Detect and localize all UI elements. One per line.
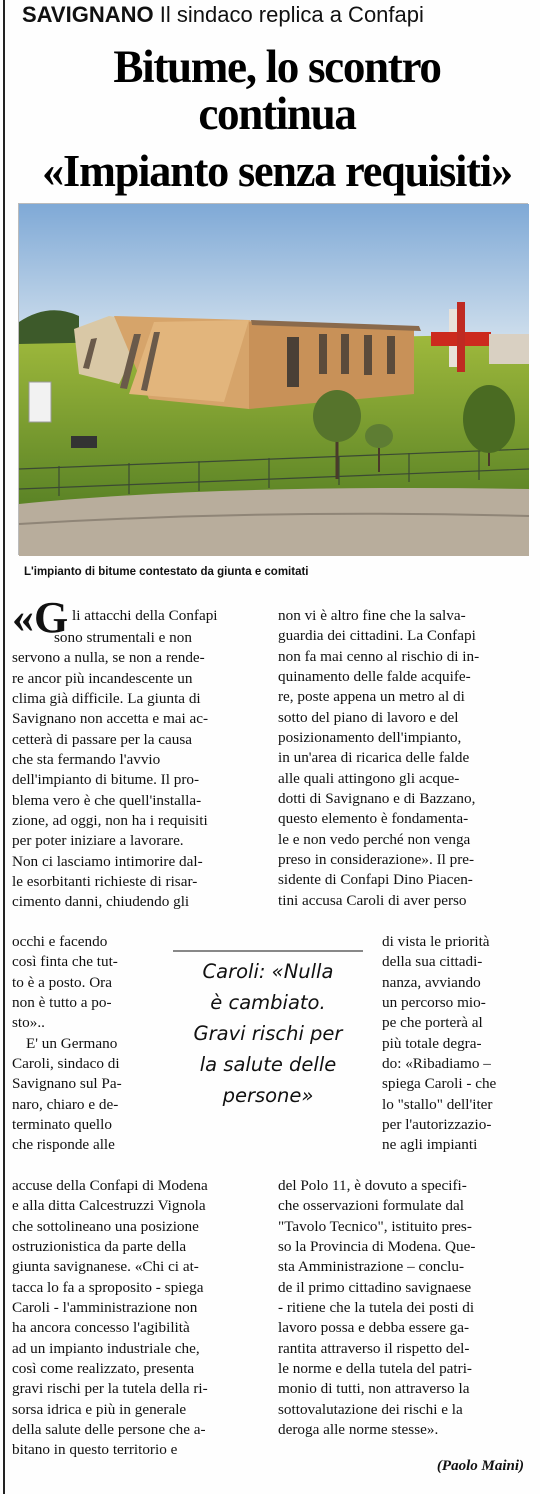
text-line: più totale degra- — [382, 1034, 482, 1052]
headline-line-1: Bitume, lo scontro continua — [113, 41, 441, 140]
text-line: non vi è altro fine che la salva- — [278, 607, 466, 624]
text-line: zione, ad oggi, non ha i requisiti — [12, 812, 208, 830]
text-line: gravi rischi per la tutela della ri- — [12, 1380, 208, 1398]
column-1 — [12, 593, 265, 913]
text-line: li attacchi della Confapi — [72, 607, 218, 624]
text-line: lo "stallo" dell'iter — [382, 1095, 493, 1113]
article-photo — [18, 203, 528, 555]
text-line: de il primo cittadino savignaese — [278, 1278, 472, 1296]
text-line: rantita attraverso il rispetto del- — [278, 1339, 470, 1357]
text-line: to è a posto. Ora — [12, 973, 112, 991]
column-2-narrow — [382, 932, 530, 1156]
text-line: ostruzionistica da parte della — [12, 1238, 187, 1256]
text-line: pe che porterà al — [382, 1014, 483, 1032]
text-line: sorsa idrica e più in generale — [12, 1400, 187, 1418]
text-line: E' un Germano — [26, 1034, 118, 1052]
pull-quote-line: è cambiato. — [210, 991, 326, 1014]
text-line: Non ci lasciamo intimorire dal- — [12, 852, 203, 870]
text-line: così finta che tut- — [12, 953, 118, 971]
text-line: servono a nulla, se non a rende- — [12, 649, 205, 667]
text-line: spiega Caroli - che — [382, 1075, 497, 1093]
text-line: quinamento delle falde acquife- — [278, 668, 471, 686]
text-line: accuse della Confapi di Modena — [12, 1177, 208, 1194]
column-1-bottom — [12, 1176, 265, 1461]
text-line: non è tutto a po- — [12, 994, 112, 1012]
text-line: così come realizzato, presenta — [12, 1360, 195, 1378]
text-line: ha ancora concesso l'agibilità — [12, 1319, 190, 1337]
pull-quote-line: persone» — [222, 1084, 314, 1107]
text-line: Caroli - l'amministrazione non — [12, 1299, 198, 1317]
column-1-narrow — [12, 932, 172, 1156]
text-line: Savignano sul Pa- — [12, 1075, 122, 1093]
text-line: le esorbitanti richieste di risar- — [12, 873, 198, 891]
text-line: occhi e facendo — [12, 933, 108, 950]
photo-caption: L'impianto di bitume contestato da giunta e comitati — [24, 566, 309, 578]
text-line: giunta savignanese. «Chi ci at- — [12, 1258, 199, 1276]
text-line: della sua cittadi- — [382, 953, 483, 971]
text-line: sottovalutazione dei rischi e la — [278, 1400, 463, 1418]
text-line: cetterà di passare per la causa — [12, 730, 193, 748]
text-line: preso in considerazione». Il pre- — [278, 851, 475, 869]
text-line: guardia dei cittadini. La Confapi — [278, 627, 476, 645]
text-line: tacca lo fa a sproposito - spiega — [12, 1278, 204, 1296]
text-line: che sta fermando l'avvio — [12, 751, 161, 769]
text-line: di vista le priorità — [382, 933, 490, 950]
kicker — [22, 2, 532, 32]
author-signature: (Paolo Maini) — [436, 1458, 524, 1474]
text-line: monio di tutti, non attraverso la — [278, 1380, 470, 1398]
text-line: che sottolineano una posizione — [12, 1217, 199, 1235]
text-line: ad un impianto industriale che, — [12, 1339, 200, 1357]
kicker-text: Il sindaco replica a Confapi — [159, 2, 424, 27]
text-line: dell'impianto di bitume. Il pro- — [12, 771, 200, 789]
text-line: sto».. — [12, 1014, 45, 1032]
text-line: so la Provincia di Modena. Que- — [278, 1238, 476, 1256]
text-line: deroga alle norme stesse». — [278, 1421, 439, 1439]
photo-bitumen-plant — [19, 204, 529, 556]
text-line: dotti di Savignano e di Bazzano, — [278, 790, 476, 808]
text-line: per l'autorizzazio- — [382, 1116, 492, 1134]
text-line: - ritiene che la tutela dei posti di — [278, 1299, 475, 1317]
text-line: naro, chiaro e de- — [12, 1095, 119, 1113]
text-line: alle quali attingono gli acque- — [278, 769, 460, 787]
text-line: che risponde alle — [12, 1136, 115, 1154]
text-line: le e non vedo perché non venga — [278, 830, 471, 848]
text-line: "Tavolo Tecnico", istituito pres- — [278, 1217, 472, 1235]
text-line: cimento danni, chiudendo gli — [12, 893, 190, 911]
text-line: re ancor più incandescente un — [12, 669, 193, 687]
text-line: sta Amministrazione – conclu- — [278, 1258, 465, 1276]
text-line: do: «Ribadiamo – — [382, 1055, 491, 1073]
text-line: clima già difficile. La giunta di — [12, 690, 201, 708]
column-2-bottom — [278, 1176, 528, 1440]
text-line: Savignano non accetta e mai ac- — [12, 710, 209, 728]
pull-quote-line: la salute delle — [199, 1053, 337, 1076]
text-line: lavoro possa e debba essere ga- — [278, 1319, 470, 1337]
text-line: re, poste appena un metro al di — [278, 688, 465, 706]
pull-quote-line: Caroli: «Nulla — [202, 960, 334, 983]
text-line: del Polo 11, è dovuto a specifi- — [278, 1177, 467, 1194]
text-line: non fa mai cenno al rischio di in- — [278, 647, 480, 665]
text-line: sidente di Confapi Dino Piacen- — [278, 871, 473, 889]
dropcap: «G — [12, 593, 69, 642]
headline — [20, 41, 534, 196]
text-line: nanza, avviando — [382, 973, 481, 991]
text-line: in un'area di ricarica delle falde — [278, 749, 470, 767]
text-line: sotto del piano di lavoro e del — [278, 708, 459, 726]
pull-quote-line: Gravi rischi per — [193, 1022, 343, 1045]
column-2 — [278, 606, 528, 911]
text-line: un percorso mio- — [382, 994, 486, 1012]
text-line: Caroli, sindaco di — [12, 1055, 120, 1073]
column-rule — [3, 0, 5, 1494]
pull-quote — [173, 950, 363, 1150]
text-line: tini accusa Caroli di aver perso — [278, 891, 467, 909]
text-line: bitano in questo territorio e — [12, 1441, 178, 1459]
kicker-place: SAVIGNANO — [22, 2, 154, 27]
text-line: sono strumentali e non — [54, 629, 192, 646]
text-line: ne agli impianti — [382, 1136, 478, 1154]
text-line: questo elemento è fondamenta- — [278, 810, 469, 828]
text-line: terminato quello — [12, 1116, 112, 1134]
text-line: per poter iniziare a lavorare. — [12, 832, 184, 850]
headline-line-2: «Impianto senza requisiti» — [42, 145, 512, 196]
text-line: che osservazioni formulate dal — [278, 1197, 464, 1215]
text-line: le norme e della tutela del patri- — [278, 1360, 472, 1378]
text-line: posizionamento dell'impianto, — [278, 729, 462, 747]
text-line: della salute delle persone che a- — [12, 1421, 206, 1439]
text-line: blema vero è che quell'installa- — [12, 791, 202, 809]
text-line: e alla ditta Calcestruzzi Vignola — [12, 1197, 206, 1215]
